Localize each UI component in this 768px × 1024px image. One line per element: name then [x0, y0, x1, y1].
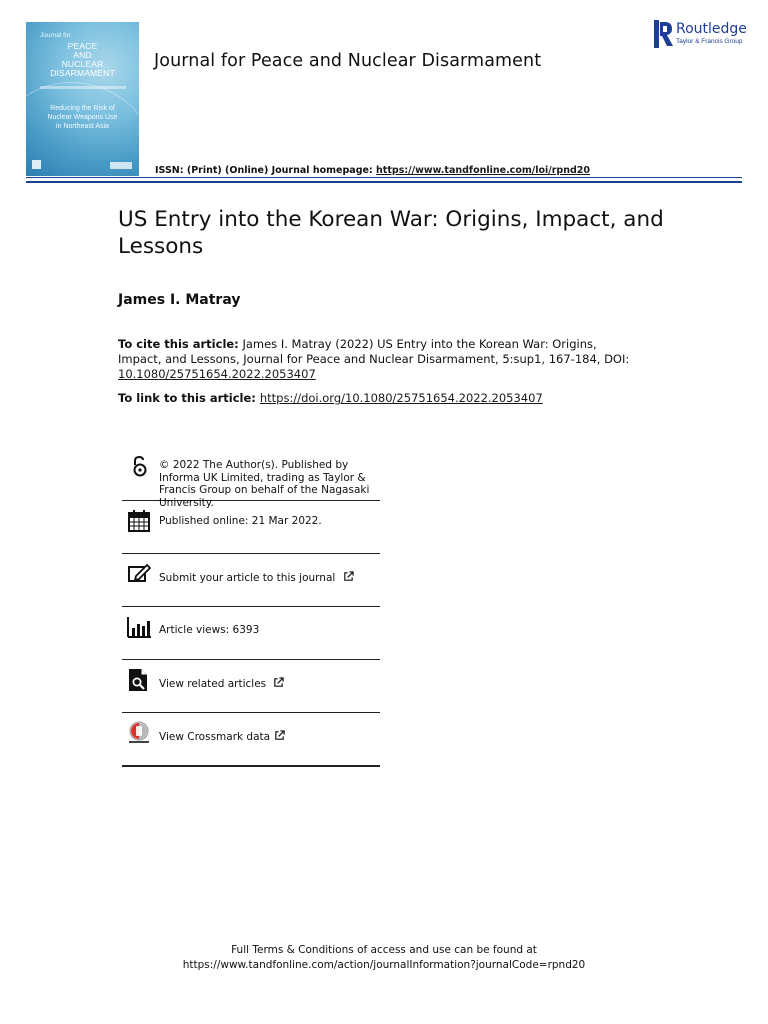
article-doi-link[interactable]: https://doi.org/10.1080/25751654.2022.2053407 — [259, 391, 543, 405]
article-views-text: Article views: 6393 — [159, 624, 260, 636]
submit-article-row[interactable] — [122, 554, 380, 607]
citation-block — [118, 337, 638, 382]
publisher-group: Taylor & Francis Group — [676, 38, 743, 45]
footer-terms-url[interactable]: https://www.tandfonline.com/action/journalInformation?journalCode=rpnd20 — [182, 959, 586, 971]
citation-doi-link[interactable]: 10.1080/25751654.2022.2053407 — [118, 367, 316, 381]
cover-title: PEACE AND NUCLEAR DISARMAMENT — [50, 41, 115, 78]
cover-subtitle: Reducing the Risk of Nuclear Weapons Use in Northeast Asia — [47, 105, 118, 130]
cover-publisher-logo — [110, 162, 132, 169]
journal-title: Journal for Peace and Nuclear Disarmament — [154, 51, 542, 71]
open-access-text: © 2022 The Author(s). Published by Informa UK Limited, trading as Taylor & Francis Group on behalf of the Nagasaki University. — [159, 459, 370, 509]
issn-label: ISSN: (Print) (Online) Journal homepage: — [155, 165, 377, 176]
header-divider-thick — [26, 181, 742, 183]
header-divider — [26, 177, 742, 178]
cover-badge-icon — [32, 160, 41, 169]
citation-text: James I. Matray (2022) US Entry into the Korean War: Origins, Impact, and Lessons, Journal for Peace and Nuclear Disarmament, 5:sup1, 167-184, DOI: — [118, 337, 630, 366]
related-articles-link[interactable]: View related articles — [159, 677, 284, 691]
crossmark-icon — [127, 721, 151, 745]
published-row — [122, 501, 380, 554]
external-link-icon — [343, 571, 354, 582]
external-link-icon — [273, 677, 284, 688]
routledge-r-icon — [654, 20, 674, 48]
article-info-panel — [122, 452, 380, 767]
article-title: US Entry into the Korean War: Origins, Impact, and Lessons — [118, 207, 664, 259]
article-link-line — [118, 391, 543, 405]
cover-journal-for: Journal for — [40, 32, 71, 39]
article-views-row — [122, 607, 380, 660]
footer-terms-text: Full Terms & Conditions of access and use can be found at — [231, 944, 537, 956]
journal-cover[interactable] — [26, 22, 139, 176]
routledge-logo[interactable] — [654, 20, 754, 50]
author-name[interactable]: James I. Matray — [118, 292, 241, 308]
document-search-icon — [127, 668, 151, 692]
submit-article-link[interactable]: Submit your article to this journal — [159, 571, 354, 585]
publisher-name: Routledge — [676, 21, 747, 37]
open-access-icon — [127, 454, 151, 478]
calendar-icon — [127, 509, 151, 533]
crossmark-link[interactable]: View Crossmark data — [159, 730, 285, 744]
external-link-icon — [274, 730, 285, 741]
open-access-row — [122, 452, 380, 509]
footer — [0, 943, 768, 973]
crossmark-row[interactable] — [122, 713, 380, 767]
related-articles-row[interactable] — [122, 660, 380, 713]
journal-homepage-link[interactable]: https://www.tandfonline.com/loi/rpnd20 — [376, 165, 590, 176]
article-link-label: To link to this article: — [118, 391, 256, 405]
cover-info-strip — [40, 86, 126, 89]
issn-line — [155, 165, 590, 176]
edit-icon — [127, 562, 151, 586]
bar-chart-icon — [127, 615, 151, 639]
citation-label: To cite this article: — [118, 337, 239, 351]
published-text: Published online: 21 Mar 2022. — [159, 515, 322, 527]
